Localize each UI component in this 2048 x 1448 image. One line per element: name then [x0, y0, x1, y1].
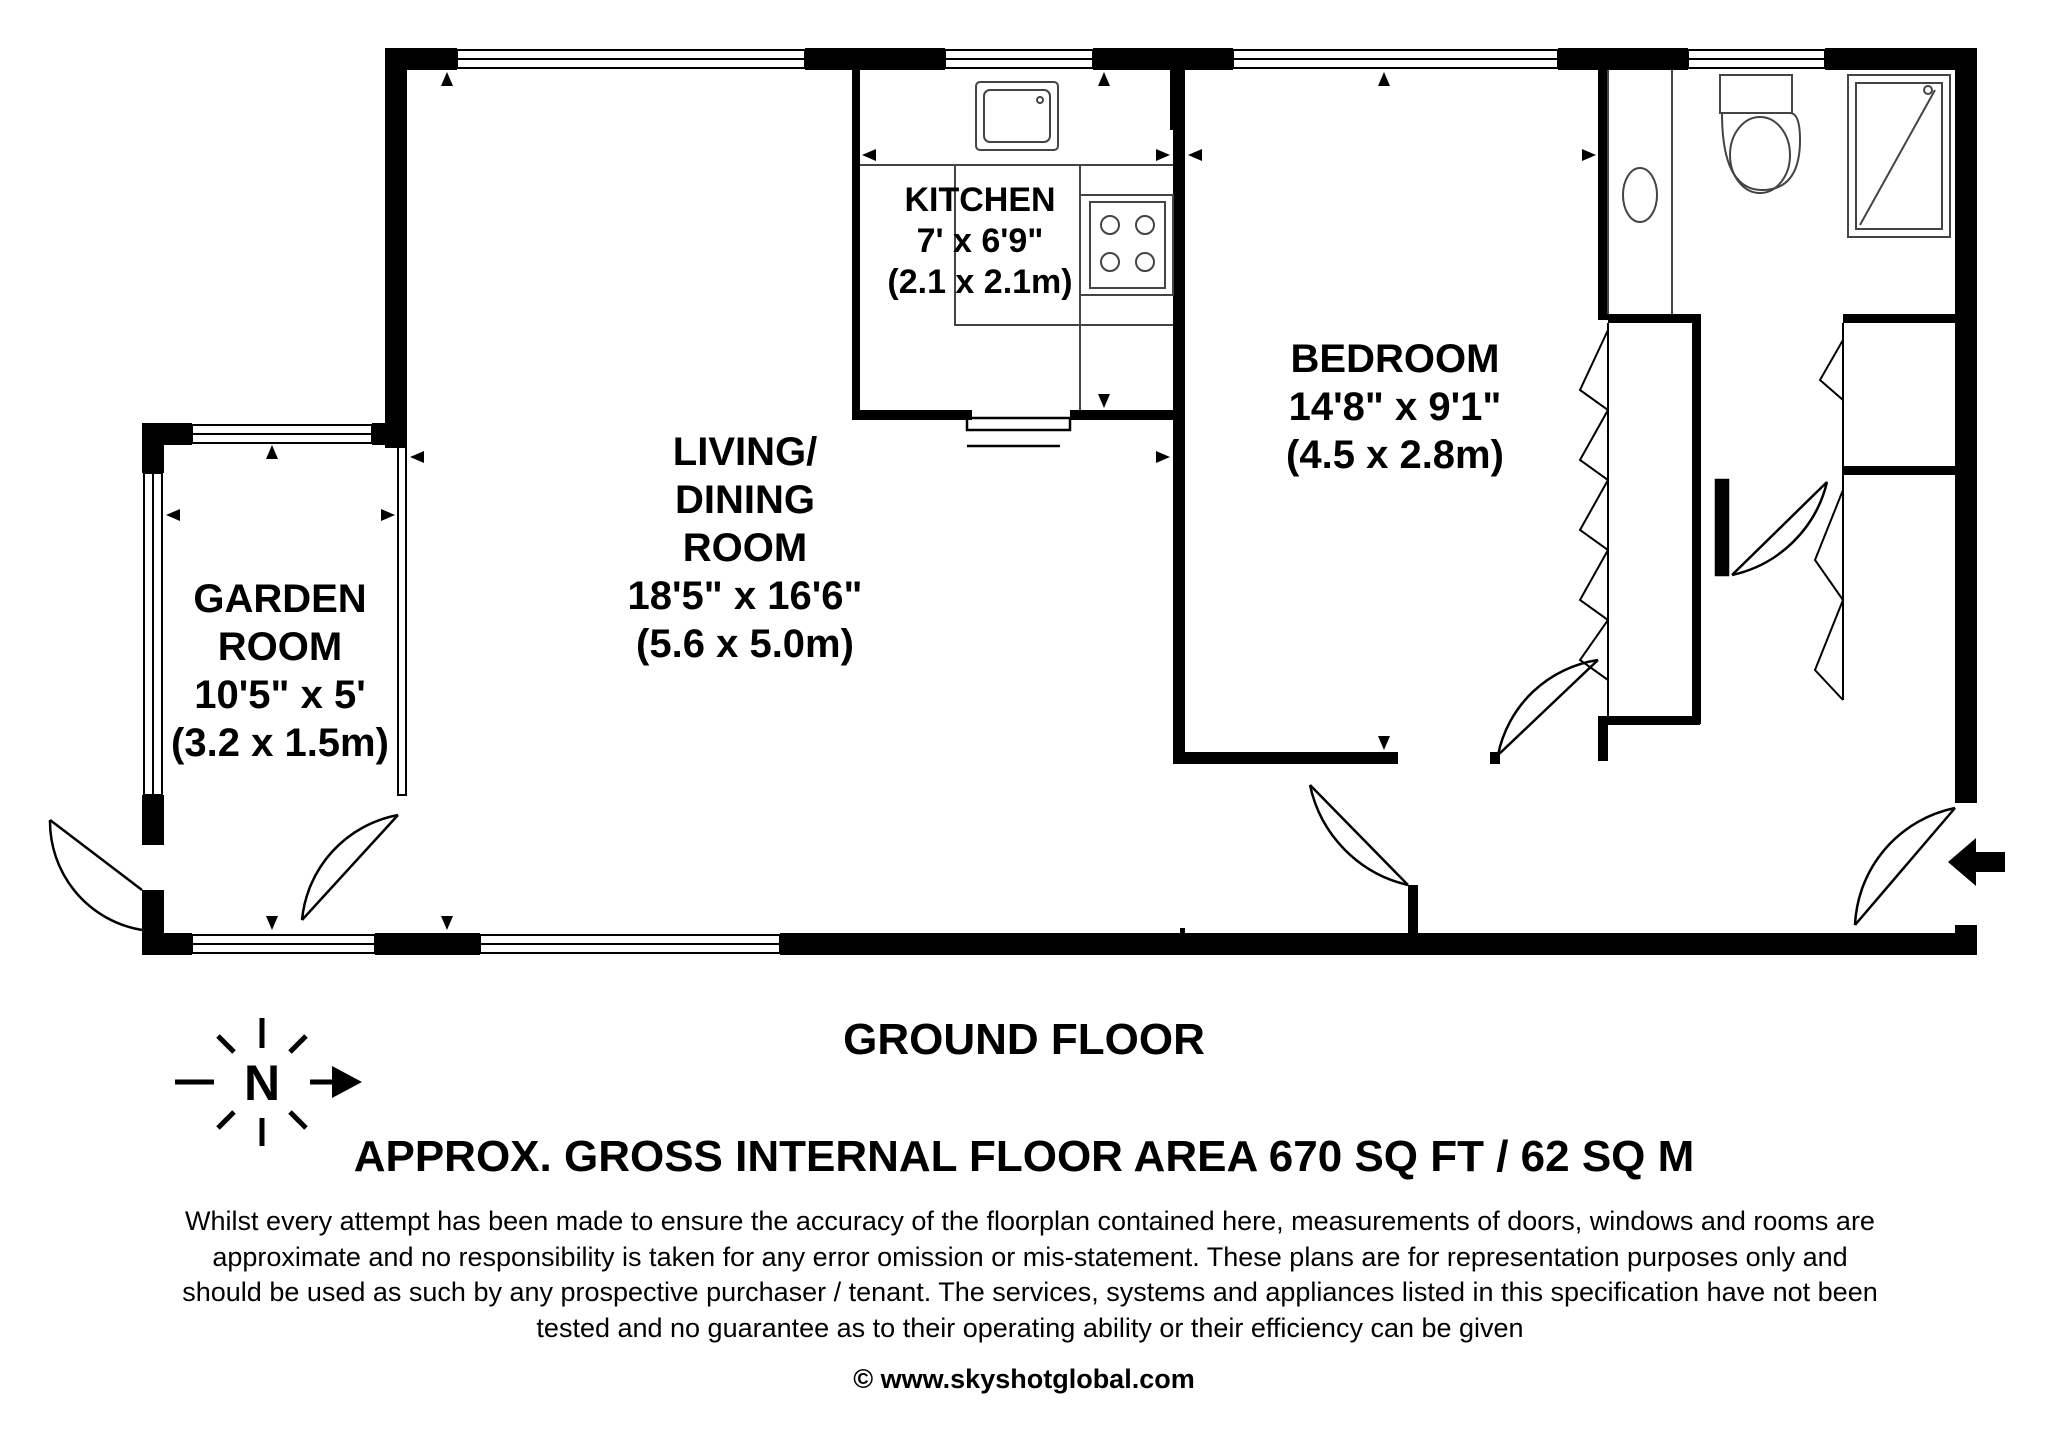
kitchen-dim-imperial: 7' x 6'9"	[916, 221, 1044, 260]
bedroom-dim-imperial: 14'8" x 9'1"	[1288, 385, 1502, 429]
bathroom-fixtures	[1608, 70, 1950, 314]
area-title: APPROX. GROSS INTERNAL FLOOR AREA 670 SQ FT / 62 SQ M	[353, 1132, 1695, 1181]
bedroom-dim-metric: (4.5 x 2.8m)	[1286, 433, 1504, 477]
bedroom-label	[1250, 335, 1540, 479]
living-room-dim-imperial: 18'5" x 16'6"	[627, 574, 863, 618]
compass-letter: N	[243, 1055, 281, 1111]
kitchen-label	[880, 180, 1080, 302]
disclaimer-text: Whilst every attempt has been made to ensure the accuracy of the floorplan contained here, measurements of doors, windows and rooms are approximate and no responsibility is taken for any error omission or mis-statement. These plans are for representation purposes only and should be used as such by any prospective purchaser / tenant. The services, systems and appliances listed in this specification have not been tested and no guarantee as to their operating ability or their efficiency can be given	[182, 1206, 1878, 1343]
living-room-dim-metric: (5.6 x 5.0m)	[636, 622, 854, 666]
wardrobe-doors	[1580, 323, 1843, 716]
floor-title: GROUND FLOOR	[843, 1015, 1205, 1064]
living-room-name-3: ROOM	[682, 526, 808, 570]
bedroom-name: BEDROOM	[1290, 337, 1500, 381]
entrance-arrow-icon	[1948, 838, 2005, 886]
garden-room-label	[170, 575, 390, 767]
living-room-name-2: DINING	[675, 478, 815, 522]
garden-room-name-1: GARDEN	[193, 577, 367, 621]
garden-room-dim-imperial: 10'5" x 5'	[194, 673, 366, 717]
garden-room-dim-metric: (3.2 x 1.5m)	[171, 721, 389, 765]
copyright-text: © www.skyshotglobal.com	[853, 1364, 1195, 1394]
kitchen-name: KITCHEN	[904, 181, 1056, 219]
living-dining-room-label	[600, 428, 890, 668]
garden-room-name-2: ROOM	[217, 625, 343, 669]
living-room-name-1: LIVING/	[672, 430, 818, 474]
kitchen-dim-metric: (2.1 x 2.1m)	[887, 262, 1073, 301]
